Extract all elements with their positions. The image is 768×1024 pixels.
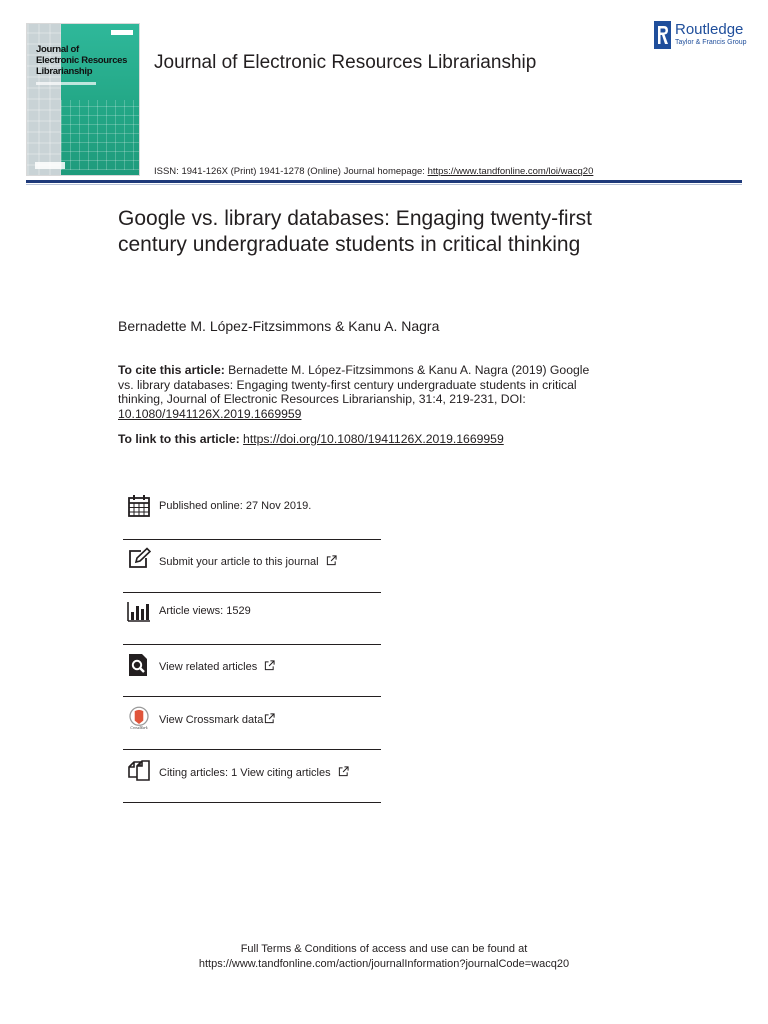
- citing-row[interactable]: [123, 758, 381, 810]
- terms-url[interactable]: https://www.tandfonline.com/action/journalInformation?journalCode=wacq20: [198, 958, 570, 970]
- citation-label: To cite this article:: [118, 363, 225, 377]
- published-row: [123, 494, 381, 546]
- related-row[interactable]: [123, 653, 381, 705]
- external-link-icon: [264, 713, 275, 724]
- related-label: View related articles: [159, 661, 258, 673]
- bar-chart-icon: [127, 600, 151, 624]
- cover-issn-box: [111, 30, 133, 35]
- citation-text: Bernadette M. López-Fitzsimmons & Kanu A. Nagra (2019) Google vs. library databases: Engaging twenty-first century undergraduate students in critical thinking, Journal of Electronic Resources Librarianship, 31:4, 219-231, DOI:: [118, 363, 590, 406]
- publisher-subtitle: Taylor & Francis Group: [675, 39, 747, 46]
- info-divider: [123, 749, 381, 750]
- crossmark-link[interactable]: [159, 713, 275, 726]
- info-divider: [123, 802, 381, 803]
- citation-doi-link[interactable]: 10.1080/1941126X.2019.1669959: [118, 406, 302, 421]
- header-divider: [26, 180, 742, 183]
- citing-articles-link[interactable]: [159, 766, 349, 779]
- svg-text:CrossMark: CrossMark: [130, 726, 148, 730]
- cover-title: [36, 44, 140, 77]
- info-divider: [123, 539, 381, 540]
- journal-title: Journal of Electronic Resources Librarianship: [154, 52, 537, 73]
- link-label: To link to this article:: [118, 432, 244, 446]
- header-divider-thin: [26, 184, 742, 185]
- submit-label: Submit your article to this journal: [159, 556, 319, 568]
- journal-cover-image: [26, 23, 140, 176]
- article-title: Google vs. library databases: Engaging twenty-first century undergraduate students in critical thinking: [118, 207, 592, 256]
- published-date: Published online: 27 Nov 2019.: [159, 500, 312, 512]
- calendar-icon: [127, 494, 151, 518]
- citing-articles-icon: [127, 758, 151, 782]
- citing-label: Citing articles: 1 View citing articles: [159, 767, 331, 779]
- info-divider: [123, 644, 381, 645]
- external-link-icon: [338, 766, 349, 777]
- crossmark-label: View Crossmark data: [159, 714, 264, 726]
- external-link-icon: [264, 660, 275, 671]
- terms-text: Full Terms & Conditions of access and use can be found at: [240, 943, 528, 955]
- crossmark-row[interactable]: [123, 706, 381, 758]
- cover-title-line: Librarianship: [36, 66, 93, 77]
- cover-title-line: Electronic Resources: [36, 55, 128, 66]
- submit-link[interactable]: [159, 555, 337, 568]
- related-articles-link[interactable]: [159, 660, 275, 673]
- routledge-logo-icon: [654, 21, 671, 49]
- crossmark-icon: [127, 706, 151, 730]
- submit-row[interactable]: [123, 547, 381, 599]
- article-link-block: [118, 432, 504, 446]
- edit-icon: [127, 547, 151, 571]
- views-row: [123, 600, 381, 652]
- external-link-icon: [326, 555, 337, 566]
- citation-block: [118, 363, 608, 421]
- cover-editor-line: [36, 82, 96, 85]
- journal-homepage-link[interactable]: https://www.tandfonline.com/loi/wacq20: [427, 166, 594, 177]
- publisher-name: Routledge: [675, 21, 744, 38]
- terms-footer: [0, 942, 768, 972]
- cover-grid-pattern: [61, 100, 140, 170]
- cover-publisher-mark: [35, 162, 65, 169]
- article-authors: Bernadette M. López-Fitzsimmons & Kanu A. Nagra: [118, 318, 440, 334]
- issn-text: ISSN: 1941-126X (Print) 1941-1278 (Online) Journal homepage:: [154, 166, 428, 177]
- article-doi-link[interactable]: https://doi.org/10.1080/1941126X.2019.1669959: [243, 432, 504, 446]
- cover-title-line: Journal of: [36, 44, 79, 55]
- info-divider: [123, 592, 381, 593]
- issn-line: [154, 166, 593, 177]
- search-document-icon: [127, 653, 151, 677]
- info-divider: [123, 696, 381, 697]
- article-views: Article views: 1529: [159, 605, 251, 617]
